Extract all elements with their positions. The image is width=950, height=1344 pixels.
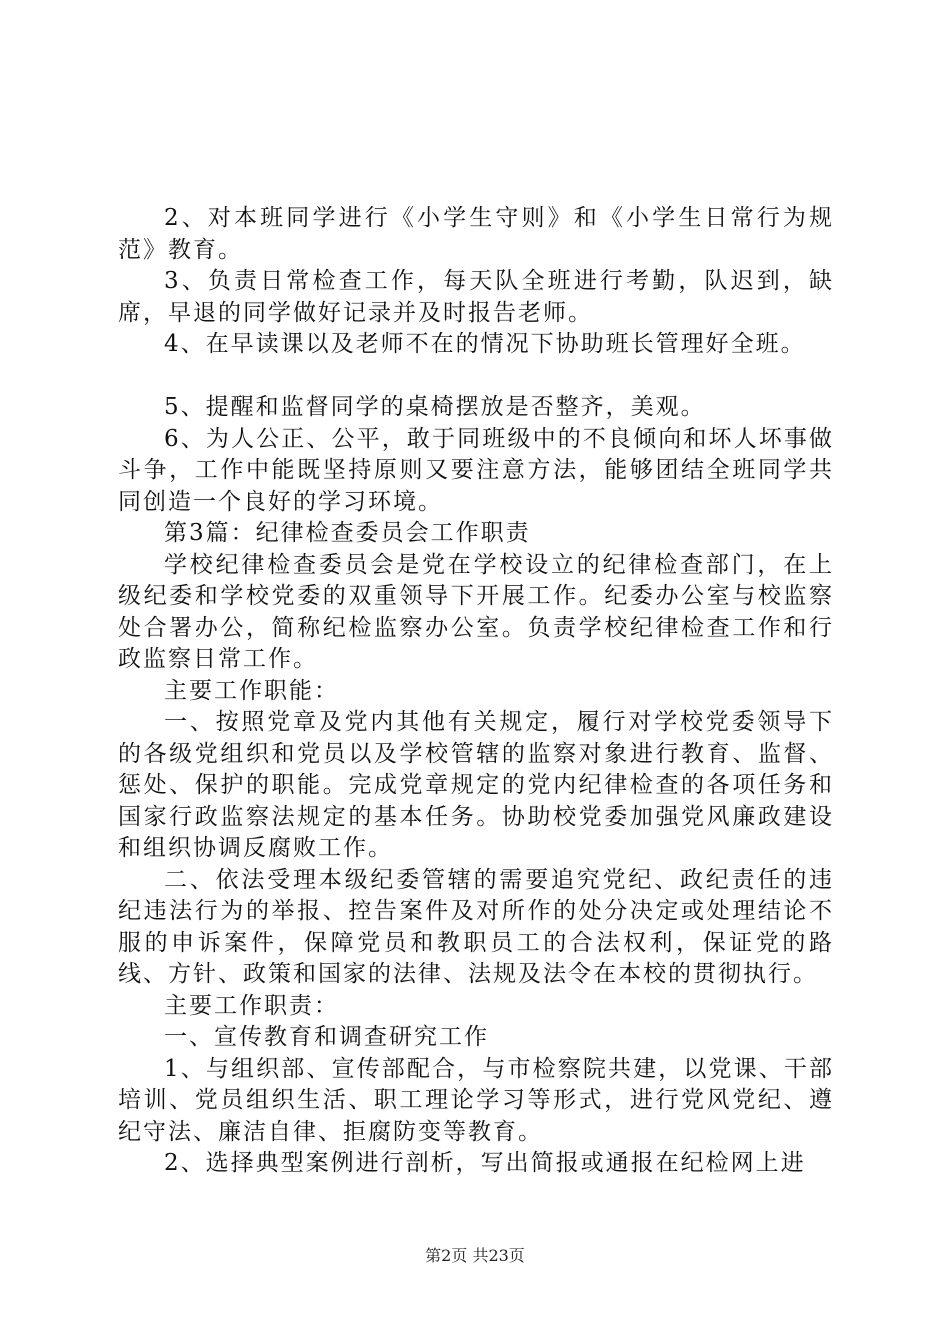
section-heading: 第3篇：纪律检查委员会工作职责 bbox=[164, 520, 531, 546]
paragraph: 学校纪律检查委员会是党在学校设立的纪律检查部门，在上级纪委和学校党委的双重领导下开展工作。纪委办公室与校监察处合署办公，简称纪检监察办公室。负责学校纪律检查工作和行政监察日常工作。 bbox=[118, 551, 834, 672]
paragraph: 一、按照党章及党内其他有关规定，履行对学校党委领导下的各级党组织和党员以及学校管辖的监察对象进行教育、监督、惩处、保护的职能。完成党章规定的党内纪律检查的各项任务和国家行政监察法规定的基本任务。协助校党委加强党风廉政建设和组织协调反腐败工作。 bbox=[118, 709, 834, 861]
paragraph: 一、宣传教育和调查研究工作 bbox=[164, 1024, 489, 1050]
subheading: 主要工作职能： bbox=[164, 677, 339, 704]
subheading: 主要工作职责： bbox=[164, 992, 339, 1019]
paragraph: 4、在早读课以及老师不在的情况下协助班长管理好全班。 bbox=[164, 331, 806, 357]
paragraph: 1、与组织部、宣传部配合，与市检察院共建，以党课、干部培训、党员组织生活、职工理论学习等形式，进行党风党纪、遵纪守法、廉洁自律、拒腐防变等教育。 bbox=[118, 1055, 834, 1145]
paragraph: 2、对本班同学进行《小学生守则》和《小学生日常行为规范》教育。 bbox=[118, 205, 834, 263]
paragraph: 6、为人公正、公平，敢于同班级中的不良倾向和坏人坏事做斗争，工作中能既坚持原则又要注意方法，能够团结全班同学共同创造一个良好的学习环境。 bbox=[118, 425, 834, 515]
document-body bbox=[118, 203, 834, 1180]
paragraph: 5、提醒和监督同学的桌椅摆放是否整齐，美观。 bbox=[164, 394, 706, 420]
blank-line bbox=[118, 361, 834, 393]
paragraph: 二、依法受理本级纪委管辖的需要追究党纪、政纪责任的违纪违法行为的举报、控告案件及对所作的处分决定或处理结论不服的申诉案件，保障党员和教职员工的合法权利，保证党的路线、方针、政策和国家的法律、法规及法令在本校的贯彻执行。 bbox=[118, 866, 834, 987]
paragraph: 3、负责日常检查工作，每天队全班进行考勤，队迟到，缺席，早退的同学做好记录并及时报告老师。 bbox=[118, 268, 834, 326]
page-footer: 第2页 共23页 bbox=[425, 1246, 525, 1265]
paragraph: 2、选择典型案例进行剖析，写出简报或通报在纪检网上进 bbox=[164, 1150, 806, 1176]
